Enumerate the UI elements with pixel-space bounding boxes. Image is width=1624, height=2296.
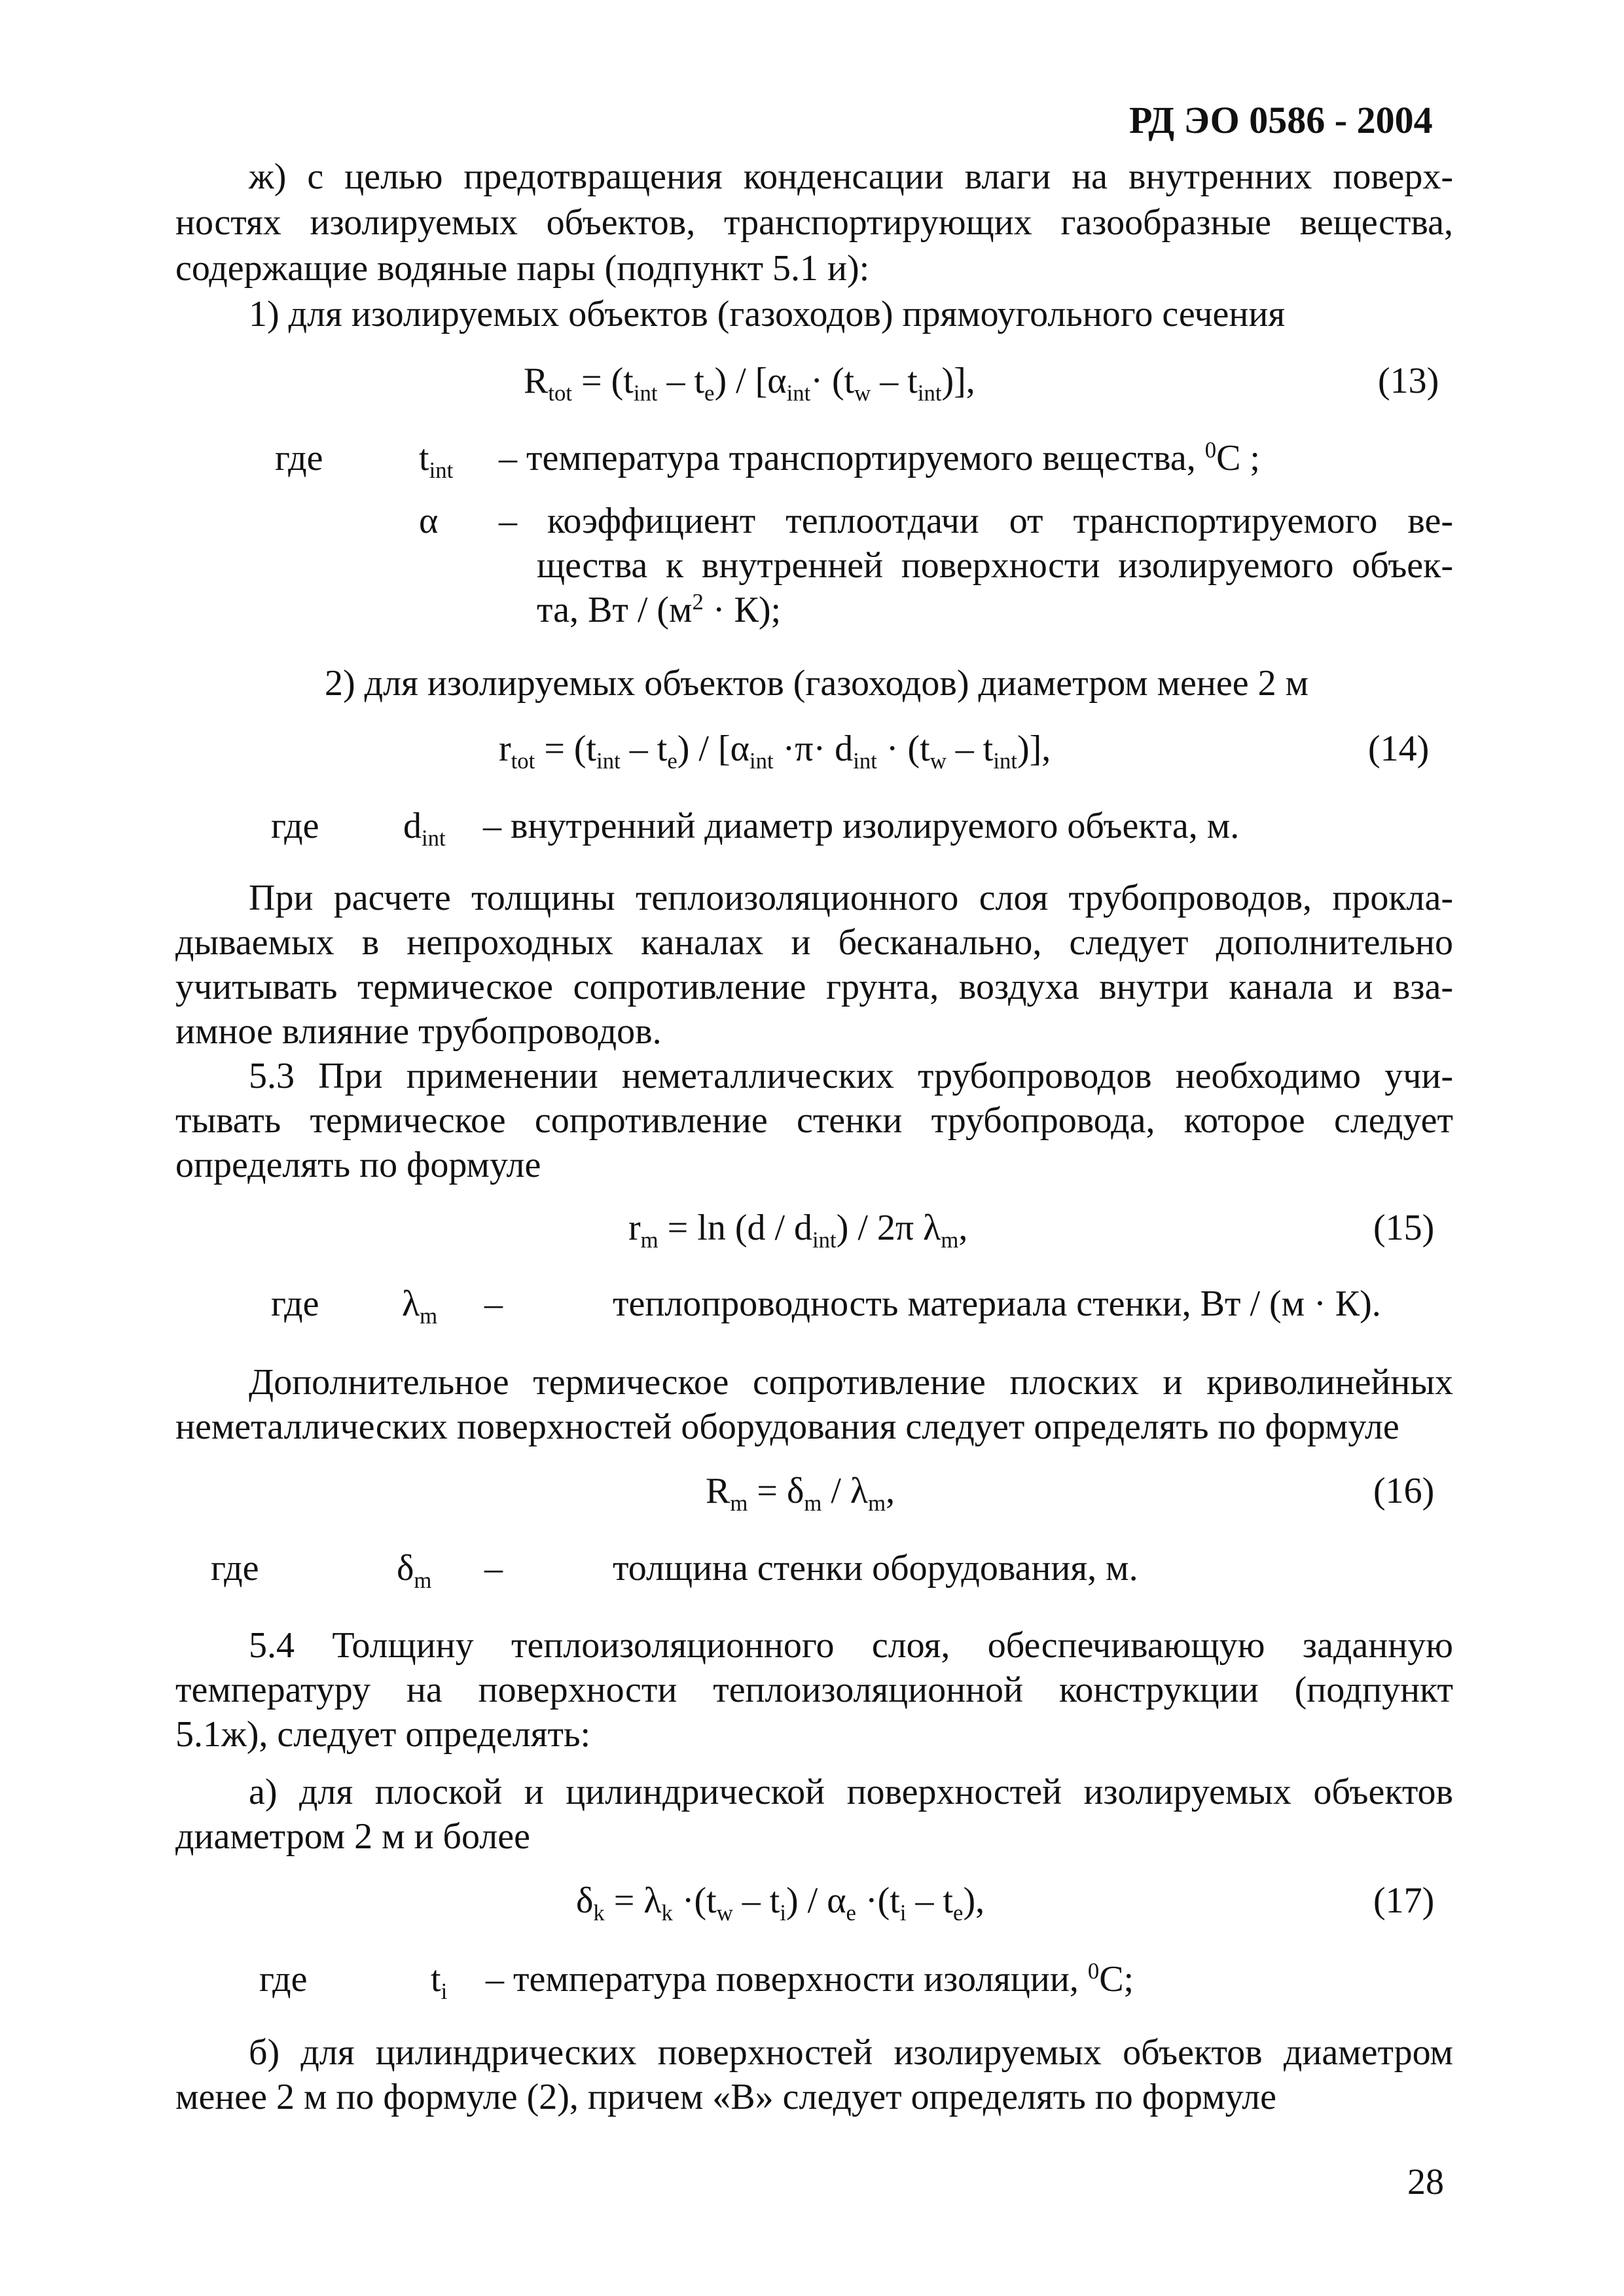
section-5-4-line: температуру на поверхности теплоизоляционной конструкции (подпункт — [175, 1670, 1453, 1710]
definition-t-i: – температура поверхности изоляции, $^0$С; — [486, 1958, 1134, 2000]
page-number: 28 — [1407, 2162, 1444, 2202]
where-label: где — [271, 1283, 319, 1324]
formula-number: (17) — [1373, 1880, 1435, 1921]
formula-16: $R_m = \delta_m / \lambda_m$, — [706, 1471, 895, 1516]
paragraph-soil-line: При расчете толщины теплоизоляционного слоя трубопроводов, прокла- — [249, 878, 1453, 918]
definition-dash: – — [484, 1283, 503, 1324]
definition-dash: – — [484, 1548, 503, 1588]
section-5-3-line: определять по формуле — [175, 1145, 541, 1185]
where-label: где — [259, 1959, 308, 2000]
formula-17: $\delta_k = \lambda_k \cdot(t_w - t_i) / \alpha_e \cdot(t_i - t_e)$, — [576, 1880, 985, 1926]
list-item-b-line: менее 2 м по формуле (2), причем «В» следует определять по формуле — [175, 2077, 1276, 2117]
section-5-3-line: 5.3 При применении неметаллических трубопроводов необходимо учи- — [249, 1056, 1453, 1096]
definition-alpha-line: – коэффициент теплоотдачи от транспортируемого ве- — [499, 501, 1453, 541]
paragraph-soil-line: дываемых в непроходных каналах и бесканально, следует дополнительно — [175, 922, 1453, 963]
document-code-header: РД ЭО 0586 - 2004 — [1129, 99, 1433, 141]
list-item-2: 2) для изолируемых объектов (газоходов) диаметром менее 2 м — [325, 663, 1309, 704]
symbol-d-int: $d_{int}$ — [403, 806, 446, 852]
section-5-4-line: 5.4 Толщину теплоизоляционного слоя, обеспечивающую заданную — [249, 1625, 1453, 1666]
section-5-3-line: тывать термическое сопротивление стенки трубопровода, которое следует — [175, 1100, 1453, 1141]
formula-14: $r_{tot} = (t_{int} - t_e) / [\alpha_{int} \cdot\pi\cdot d_{int} \cdot (t_w - t_{int})]$, — [499, 728, 1051, 774]
formula-number: (14) — [1368, 728, 1430, 769]
list-item-1: 1) для изолируемых объектов (газоходов) прямоугольного сечения — [249, 294, 1286, 334]
definition-alpha-line: щества к внутренней поверхности изолируемого объек- — [537, 545, 1453, 586]
list-item-b-line: б) для цилиндрических поверхностей изолируемых объектов диаметром — [249, 2032, 1453, 2073]
definition-d-int: – внутренний диаметр изолируемого объекта, м. — [483, 806, 1240, 846]
where-label: где — [275, 438, 323, 478]
formula-number: (13) — [1378, 361, 1439, 401]
paragraph-additional-line: неметаллических поверхностей оборудования следует определять по формуле — [175, 1407, 1399, 1447]
where-label: где — [271, 806, 319, 846]
section-5-4-line: 5.1ж), следует определять: — [175, 1714, 591, 1755]
formula-15: $r_m = \ln (d / d_{int}) / 2\pi$ $\lambda_m$, — [628, 1208, 968, 1253]
symbol-alpha: α — [419, 501, 439, 541]
formula-number: (16) — [1373, 1471, 1435, 1511]
formula-number: (15) — [1373, 1208, 1435, 1248]
definition-t-int: – температура транспортируемого вещества, $^0$С ; — [499, 437, 1260, 478]
definition-delta-m: толщина стенки оборудования, м. — [613, 1548, 1138, 1588]
symbol-t-int: $t_{int}$ — [419, 438, 454, 484]
paragraph-zh-line: ж) с целью предотвращения конденсации влаги на внутренних поверх- — [249, 156, 1453, 197]
formula-13: $R_{tot} = (t_{int} - t_e) / [\alpha_{int}\cdot (t_w - t_{int})]$, — [524, 361, 975, 406]
paragraph-zh-line: содержащие водяные пары (подпункт 5.1 и): — [175, 248, 870, 289]
symbol-delta-m: $\delta_m$ — [397, 1548, 432, 1594]
paragraph-soil-line: учитывать термическое сопротивление грунта, воздуха внутри канала и вза- — [175, 967, 1453, 1007]
symbol-t-i: $t_i$ — [431, 1959, 448, 2005]
where-label: где — [211, 1548, 259, 1588]
paragraph-zh-line: ностях изолируемых объектов, транспортирующих газообразные вещества, — [175, 202, 1453, 243]
list-item-a-line: а) для плоской и цилиндрической поверхностей изолируемых объектов — [249, 1772, 1453, 1812]
definition-alpha-line: та, Вт / $(м^2 \cdot К)$; — [537, 588, 782, 630]
paragraph-additional-line: Дополнительное термическое сопротивление плоских и криволинейных — [249, 1362, 1453, 1403]
definition-lambda-m: теплопроводность материала стенки, Вт / (м · К). — [613, 1283, 1381, 1324]
symbol-lambda-m: $\lambda_m$ — [402, 1283, 438, 1329]
paragraph-soil-line: имное влияние трубопроводов. — [175, 1011, 662, 1052]
list-item-a-line: диаметром 2 м и более — [175, 1816, 530, 1857]
